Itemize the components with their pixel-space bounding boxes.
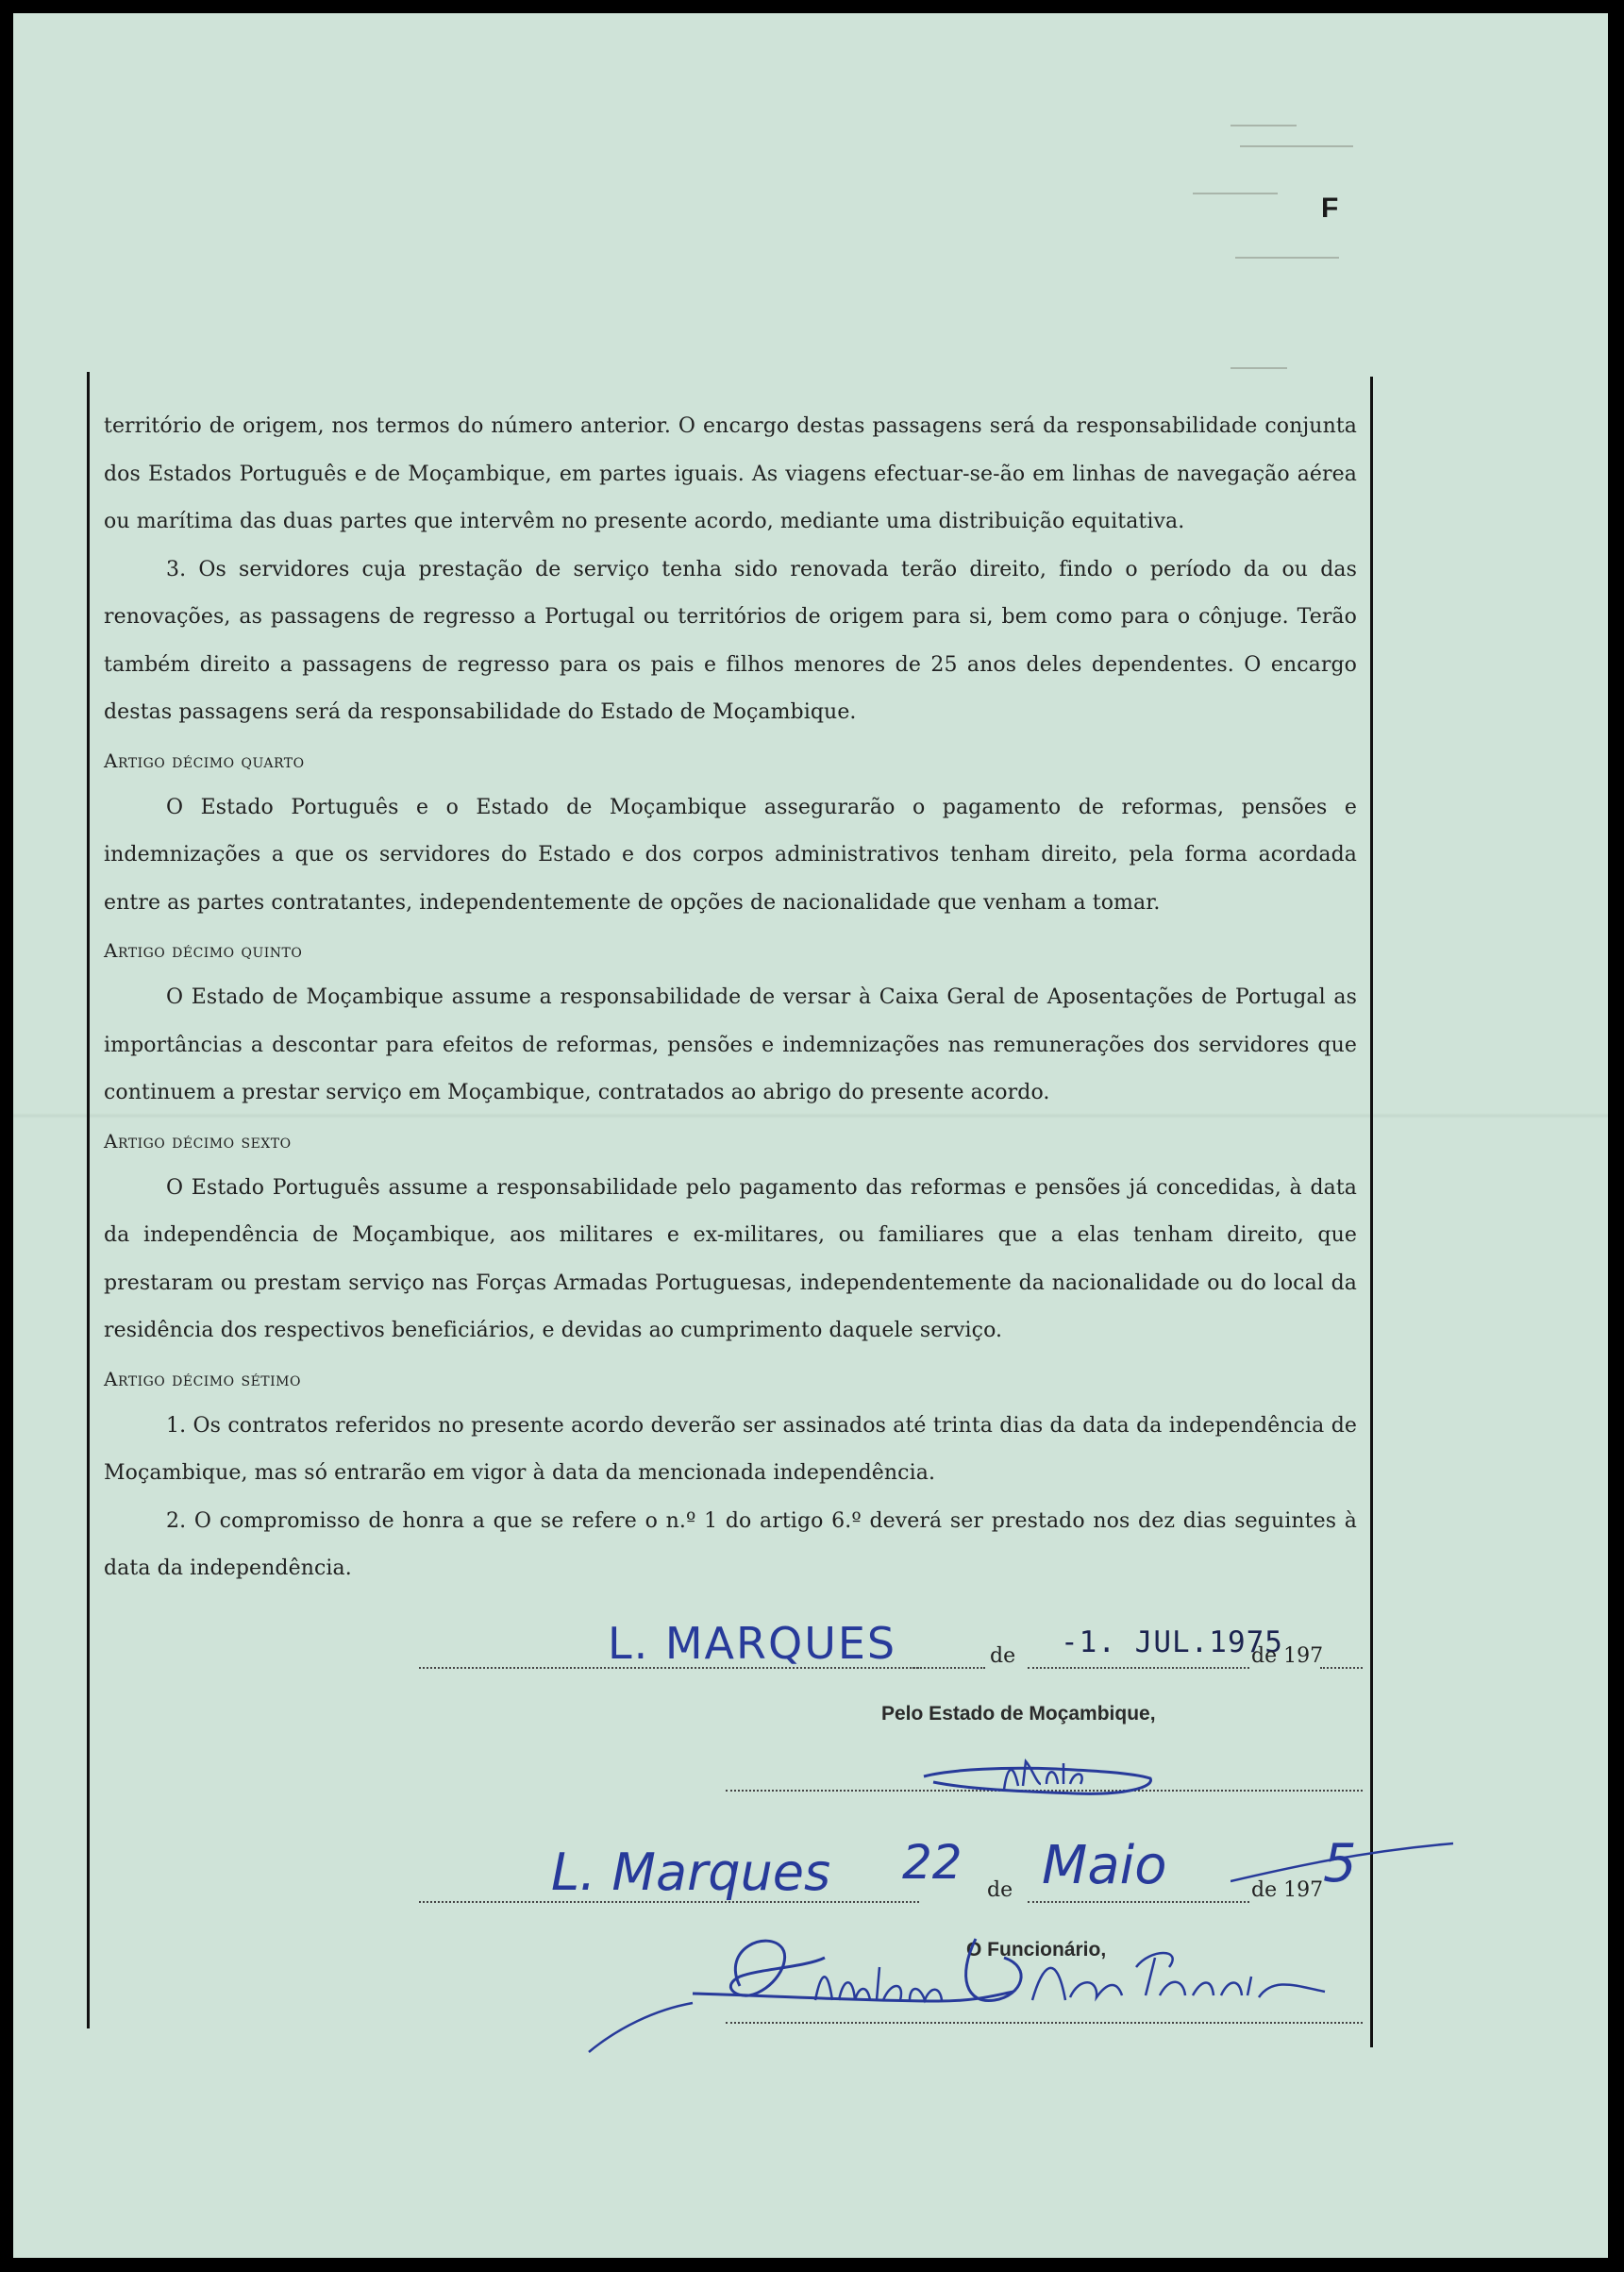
- paragraph: O Estado Português e o Estado de Moçambique assegurarão o pagamento de reformas, pensões e indemnizações a que os servidores do Estado e dos corpos administrativos tenham direito, pela forma acordada entre as partes contratantes, independentemente de opções de nacionalidade que venham a tomar.: [104, 795, 1357, 915]
- handwritten-place: L. Marques: [551, 1843, 831, 1902]
- date-line: [1028, 1667, 1249, 1669]
- paragraph: O Estado de Moçambique assume a responsabilidade de versar à Caixa Geral de Aposentações de Portugal as importâncias a descontar para efeitos de reformas, pensões e indemnizações nas remunerações dos servidores que continuem a prestar serviço em Moçambique, contratados ao abrigo do presente acordo.: [104, 985, 1357, 1104]
- date-stamp: -1. JUL.1975: [1061, 1625, 1283, 1659]
- handwritten-month: Maio: [1042, 1835, 1167, 1896]
- handwritten-place: L. MARQUES: [608, 1618, 897, 1669]
- right-margin-rule: [1370, 377, 1373, 2047]
- speckle: [1193, 193, 1278, 194]
- corner-letter: F: [1321, 193, 1339, 224]
- article-heading: Artigo décimo sexto: [104, 1129, 292, 1153]
- paragraph: território de origem, nos termos do número anterior. O encargo destas passagens será da responsabilidade conjunta dos Estados Português e de Moçambique, em partes iguais. As viagens efectuar-se-ão em linhas de navegação aérea ou marítima das duas partes que intervêm no presente acordo, mediante uma distribuição equitativa.: [104, 414, 1357, 533]
- year-line: [1320, 1667, 1363, 1669]
- signature-graphic: [579, 1910, 1344, 2062]
- speckle: [1240, 145, 1353, 147]
- document-sheet: [13, 13, 1608, 2258]
- left-margin-rule: [87, 372, 90, 2028]
- de-label: de: [987, 1878, 1013, 1902]
- speckle: [1235, 257, 1339, 259]
- speckle: [1231, 367, 1287, 369]
- year-label: de 197: [1251, 1878, 1324, 1902]
- speckle: [1231, 125, 1297, 126]
- paragraph: 2. O compromisso de honra a que se refere o n.º 1 do artigo 6.º deverá ser prestado nos dez dias seguintes à data da independência.: [104, 1508, 1357, 1580]
- de-label: de: [990, 1644, 1016, 1668]
- body-text: [104, 403, 1357, 1593]
- article-heading: Artigo décimo sétimo: [104, 1367, 301, 1390]
- signatory-label: O Funcionário,: [966, 1939, 1107, 1961]
- year-label: de 197: [1251, 1644, 1324, 1668]
- signature-graphic: [914, 1741, 1169, 1807]
- article-heading: Artigo décimo quinto: [104, 939, 303, 962]
- paragraph: O Estado Português assume a responsabilidade pelo pagamento das reformas e pensões já concedidas, à data da independência de Moçambique, aos militares e ex-militares, ou familiares que a elas tenham direito, que prestaram ou prestam serviço nas Forças Armadas Portuguesas, independentemente da nacionalidade ou do local da residência dos respectivos beneficiários, e devidas ao cumprimento daquele serviço.: [104, 1175, 1357, 1342]
- signatory-label: Pelo Estado de Moçambique,: [881, 1703, 1156, 1725]
- handwritten-year-digit: 5: [1323, 1833, 1357, 1894]
- paragraph: 3. Os servidores cuja prestação de serviço tenha sido renovada terão direito, findo o período da ou das renovações, as passagens de regresso a Portugal ou territórios de origem para si, bem como para o cônjuge. Terão também direito a passagens de regresso para os pais e filhos menores de 25 anos deles dependentes. O encargo destas passagens será da responsabilidade do Estado de Moçambique.: [104, 557, 1357, 724]
- pen-stroke: [1231, 1840, 1457, 1887]
- paragraph: 1. Os contratos referidos no presente acordo deverão ser assinados até trinta dias da data da independência de Moçambique, mas só entrarão em vigor à data da mencionada independência.: [104, 1413, 1357, 1485]
- date-line: [1028, 1901, 1249, 1903]
- handwritten-day: 22: [902, 1835, 963, 1890]
- article-heading: Artigo décimo quarto: [104, 749, 305, 772]
- date-line: [910, 1667, 985, 1669]
